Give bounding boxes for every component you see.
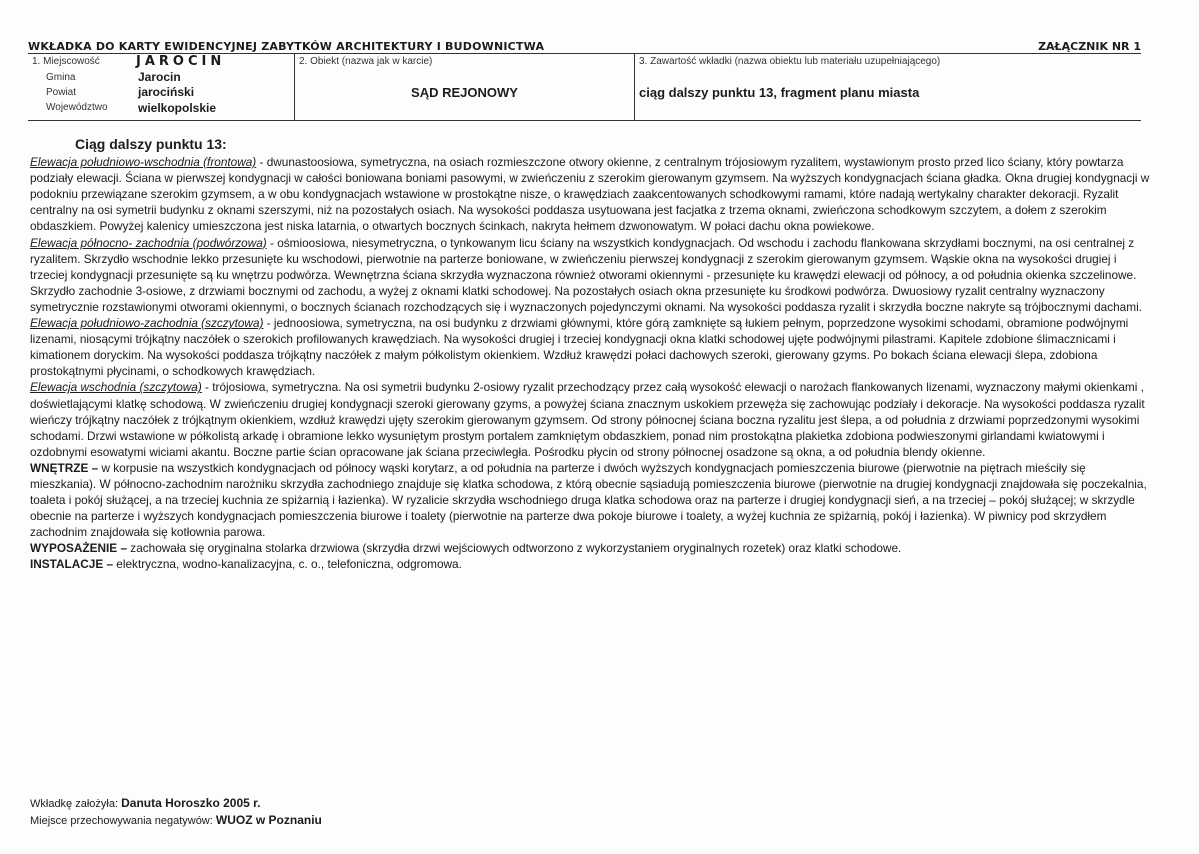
wojewodztwo-value: wielkopolskie [138, 101, 217, 115]
elevation-heading: Elewacja północno- zachodnia (podwórzowa) [30, 235, 267, 250]
paragraph-text: elektryczna, wodno-kanalizacyjna, c. o., telefoniczna, odgromowa. [113, 557, 462, 572]
location-cell [28, 54, 294, 120]
gmina-value: Jarocin [138, 70, 181, 84]
header-table [28, 53, 1141, 121]
content-value: ciąg dalszy punktu 13, fragment planu miasta [639, 85, 920, 100]
author-value: Danuta Horoszko 2005 r. [121, 796, 261, 810]
paragraph-elevation-southeast [30, 154, 1150, 234]
paragraph-text: - ośmioosiowa, niesymetryczna, o tynkowanym licu ściany na wszystkich kondygnacjach. Od wschodu i zachodu flankowana skrzydłami bocznymi, na osi centralnej z ryzalitem. Skrzydło wschodnie lekko przesunięte ku wschodowi, pierwotnie na parterze boniowane, w zwieńczeniu pierwszej kondygnacji z szerokim gierowanym gzymsem. Wąskie okna na wysokości drugiej i trzeciej kondygnacji przesunięte są ku wnętrzu podwórza. Wewnętrzna ściana skrzydła wyznaczona również otworami okiennymi - przesunięte ku krawędzi elewacji od północy, a od południa okienka szczelinowe. Skrzydło zachodnie 3-osiowe, z drzwiami bocznymi od zachodu, a wyżej z oknami klatki schodowej. Na pozostałych osiach okna przesunięte ku środkowi podwórza. Dwuosiowy ryzalit centralny wyznaczony symetrycznie rozstawionymi otworami okiennymi, o bocznych ścianach rozchodzących się i wyznaczonych pojedynczymi oknami. Na wysokości poddasza ryzalit i skrzydła boczne nakryte są trójbocznymi dachami. [30, 235, 1142, 314]
elevation-heading: Elewacja wschodnia (szczytowa) [30, 380, 202, 395]
paragraph-text: w korpusie na wszystkich kondygnacjach od północy wąski korytarz, a od południa na parterze i dwóch wyższych kondygnacjach pomieszczenia biurowe (pierwotnie na piętrach mieściły się mieszkania). W północno-zachodnim narożniku skrzydła zachodniego znajduje się klatka schodowa, z którą obecnie sąsiadują pomieszczenia biurowe (pierwotnie na drugiej kondygnacji znajdowała się poczekalnia, toaleta i pokój służącej, a na trzeciej kuchnia ze spiżarnią i łazienka). W ryzalicie skrzydła wschodniego druga klatka schodowa oraz na parterze i drugiej kondygnacji sień, a na trzeciej – pokój służącej; w skrzydle obecnie na parterze i wyższych kondygnacjach pomieszczenia biurowe i toalety (pierwotnie na parterze dwa pokoje biurowe i toalety, a wyżej kuchnia ze spiżarnią, pokój i łazienka). W piwnicy pod skrzydłem zachodnim znajdowała się kotłownia parowa. [30, 460, 1147, 540]
paragraph-elevation-southwest [30, 315, 1150, 379]
object-cell [294, 54, 634, 120]
elevation-heading: Elewacja południowo-wschodnia (frontowa) [30, 155, 257, 170]
paragraph-equipment [30, 540, 1150, 556]
elevation-heading: Elewacja południowo-zachodnia (szczytowa) [30, 316, 264, 331]
content-label: 3. Zawartość wkładki (nazwa obiektu lub materiału uzupełniającego) [639, 56, 941, 67]
paragraph-text: - trójosiowa, symetryczna. Na osi symetrii budynku 2-osiowy ryzalit przechodzący przez całą wysokość elewacji o narożach flankowanych lizenami, wyznaczony małymi okienkami , doświetlającymi klatkę schodową. W zwieńczeniu drugiej kondygnacji szeroki gierowany gzyms, a powyżej ściana znacznym uskokiem przewęża się zachowując podziały i dekoracje. Na wysokości poddasza ryzalit wieńczy trójkątny naczółek z trójkątnym okienkiem, wzdłuż krawędzi ujęty szerokim gierowanym gzymsem. Od strony północnej ściana boczna ryzalitu jest ślepa, a od południa z drzwiami poprzedzonymi wysokimi schodami. Drzwi wstawione w półkolistą arkadę i obramione lekko wysuniętym prostym portalem zamkniętym obdaszkiem, ponad nim prostokątna plakietka zdobiona podwieszonymi girlandami kwiatowymi i ozdobnymi esowatymi wiciami akantu. Boczne partie ścian opracowane jak ściana przeciwległa. Pośrodku płycin od strony północnej osadzone są okna, a od południa blendy okienne. [30, 380, 1145, 459]
wojewodztwo-label: Województwo [46, 102, 108, 113]
paragraph-interior [30, 460, 1150, 540]
storage-value: WUOZ w Poznaniu [215, 813, 322, 827]
miejscowosc-label: 1. Miejscowość [32, 56, 100, 67]
section-heading: WYPOSAŻENIE – [30, 541, 128, 556]
footer-storage [30, 813, 322, 827]
paragraph-text: zachowała się oryginalna stolarka drzwiowa (skrzydła drzwi wejściowych odtworzono z wykorzystaniem oryginalnych rozetek) oraz klatki schodowe. [127, 541, 902, 556]
section-heading: WNĘTRZE – [30, 460, 99, 475]
document-title: WKŁADKA DO KARTY EWIDENCYJNEJ ZABYTKÓW ARCHITEKTURY I BUDOWNICTWA [28, 40, 545, 53]
powiat-value: jarociński [138, 85, 195, 99]
gmina-label: Gmina [46, 72, 76, 83]
paragraph-text: - dwunastoosiowa, symetryczna, na osiach rozmieszczone otwory okienne, z centralnym trójosiowym ryzalitem, wystawionym prosto przed lico ściany, który powtarza podziały elewacji. Ściana w pierwszej kondygnacji w całości boniowana boniami pasowymi, w zwieńczeniu z szerokim gierowanym gzymsem. Na wyższych kondygnacjach ściana gładka. Okna drugiej kondygnacji w podokniu przewiązane szerokim gzymsem, a w obu kondygnacjach wstawione w prostokątne nisze, o krawędziach zaakcentowanych schodkowymi ramami, które nadają wertykalny charakter dekoracji. Ryzalit centralny na osi symetrii budynku z oknami szerszymi, niż na pozostałych osiach. Na wysokości poddasza usytuowana jest facjatka z trzema oknami, zwieńczona schodkowym szczytem, a dołem z szerokim obdaszkiem. Powyżej kalenicy umieszczona jest niska latarnia, o otwartych bocznych ścinkach, nakryta hełmem dzwonowatym. W połaci dachu okna powiekowe. [30, 155, 1150, 234]
section-heading: INSTALACJE – [30, 557, 114, 572]
object-label: 2. Obiekt (nazwa jak w karcie) [299, 56, 433, 67]
footer-author [30, 796, 261, 810]
continuation-title: Ciąg dalszy punktu 13: [75, 136, 227, 152]
paragraph-elevation-northwest [30, 235, 1150, 315]
content-cell [634, 54, 1141, 120]
author-label: Wkładkę założyła: [30, 798, 119, 810]
paragraph-elevation-east [30, 379, 1150, 459]
paragraph-text: - jednoosiowa, symetryczna, na osi budynku z drzwiami głównymi, które górą zamknięte są łukiem pełnym, poprzedzone wysokimi schodami, obramione podwójnymi lizenami, niosącymi trójkątny naczółek o szerokich profilowanych krawędziach. Na wysokości drugiej i trzeciej kondygnacji okna klatki schodowej ujęte podwójnymi pilastrami. Kapitele zdobione ślimacznicami i kimationem doryckim. Na wysokości poddasza trójkątny naczółek z małym półkolistym okienkiem. Wzdłuż krawędzi połaci dachowych szeroki, gierowany gzyms. Po bokach ściana elewacji ślepa, zdobiona prostokątnymi płycinami, o schodkowych krawędziach. [30, 316, 1129, 379]
paragraph-installations [30, 556, 1150, 572]
storage-label: Miejsce przechowywania negatywów: [30, 815, 213, 827]
powiat-label: Powiat [46, 87, 77, 98]
miejscowosc-value: JAROCIN [136, 54, 226, 69]
object-value: SĄD REJONOWY [411, 85, 518, 100]
document-body [30, 136, 1150, 573]
annex-label: ZAŁĄCZNIK NR 1 [1038, 40, 1141, 53]
